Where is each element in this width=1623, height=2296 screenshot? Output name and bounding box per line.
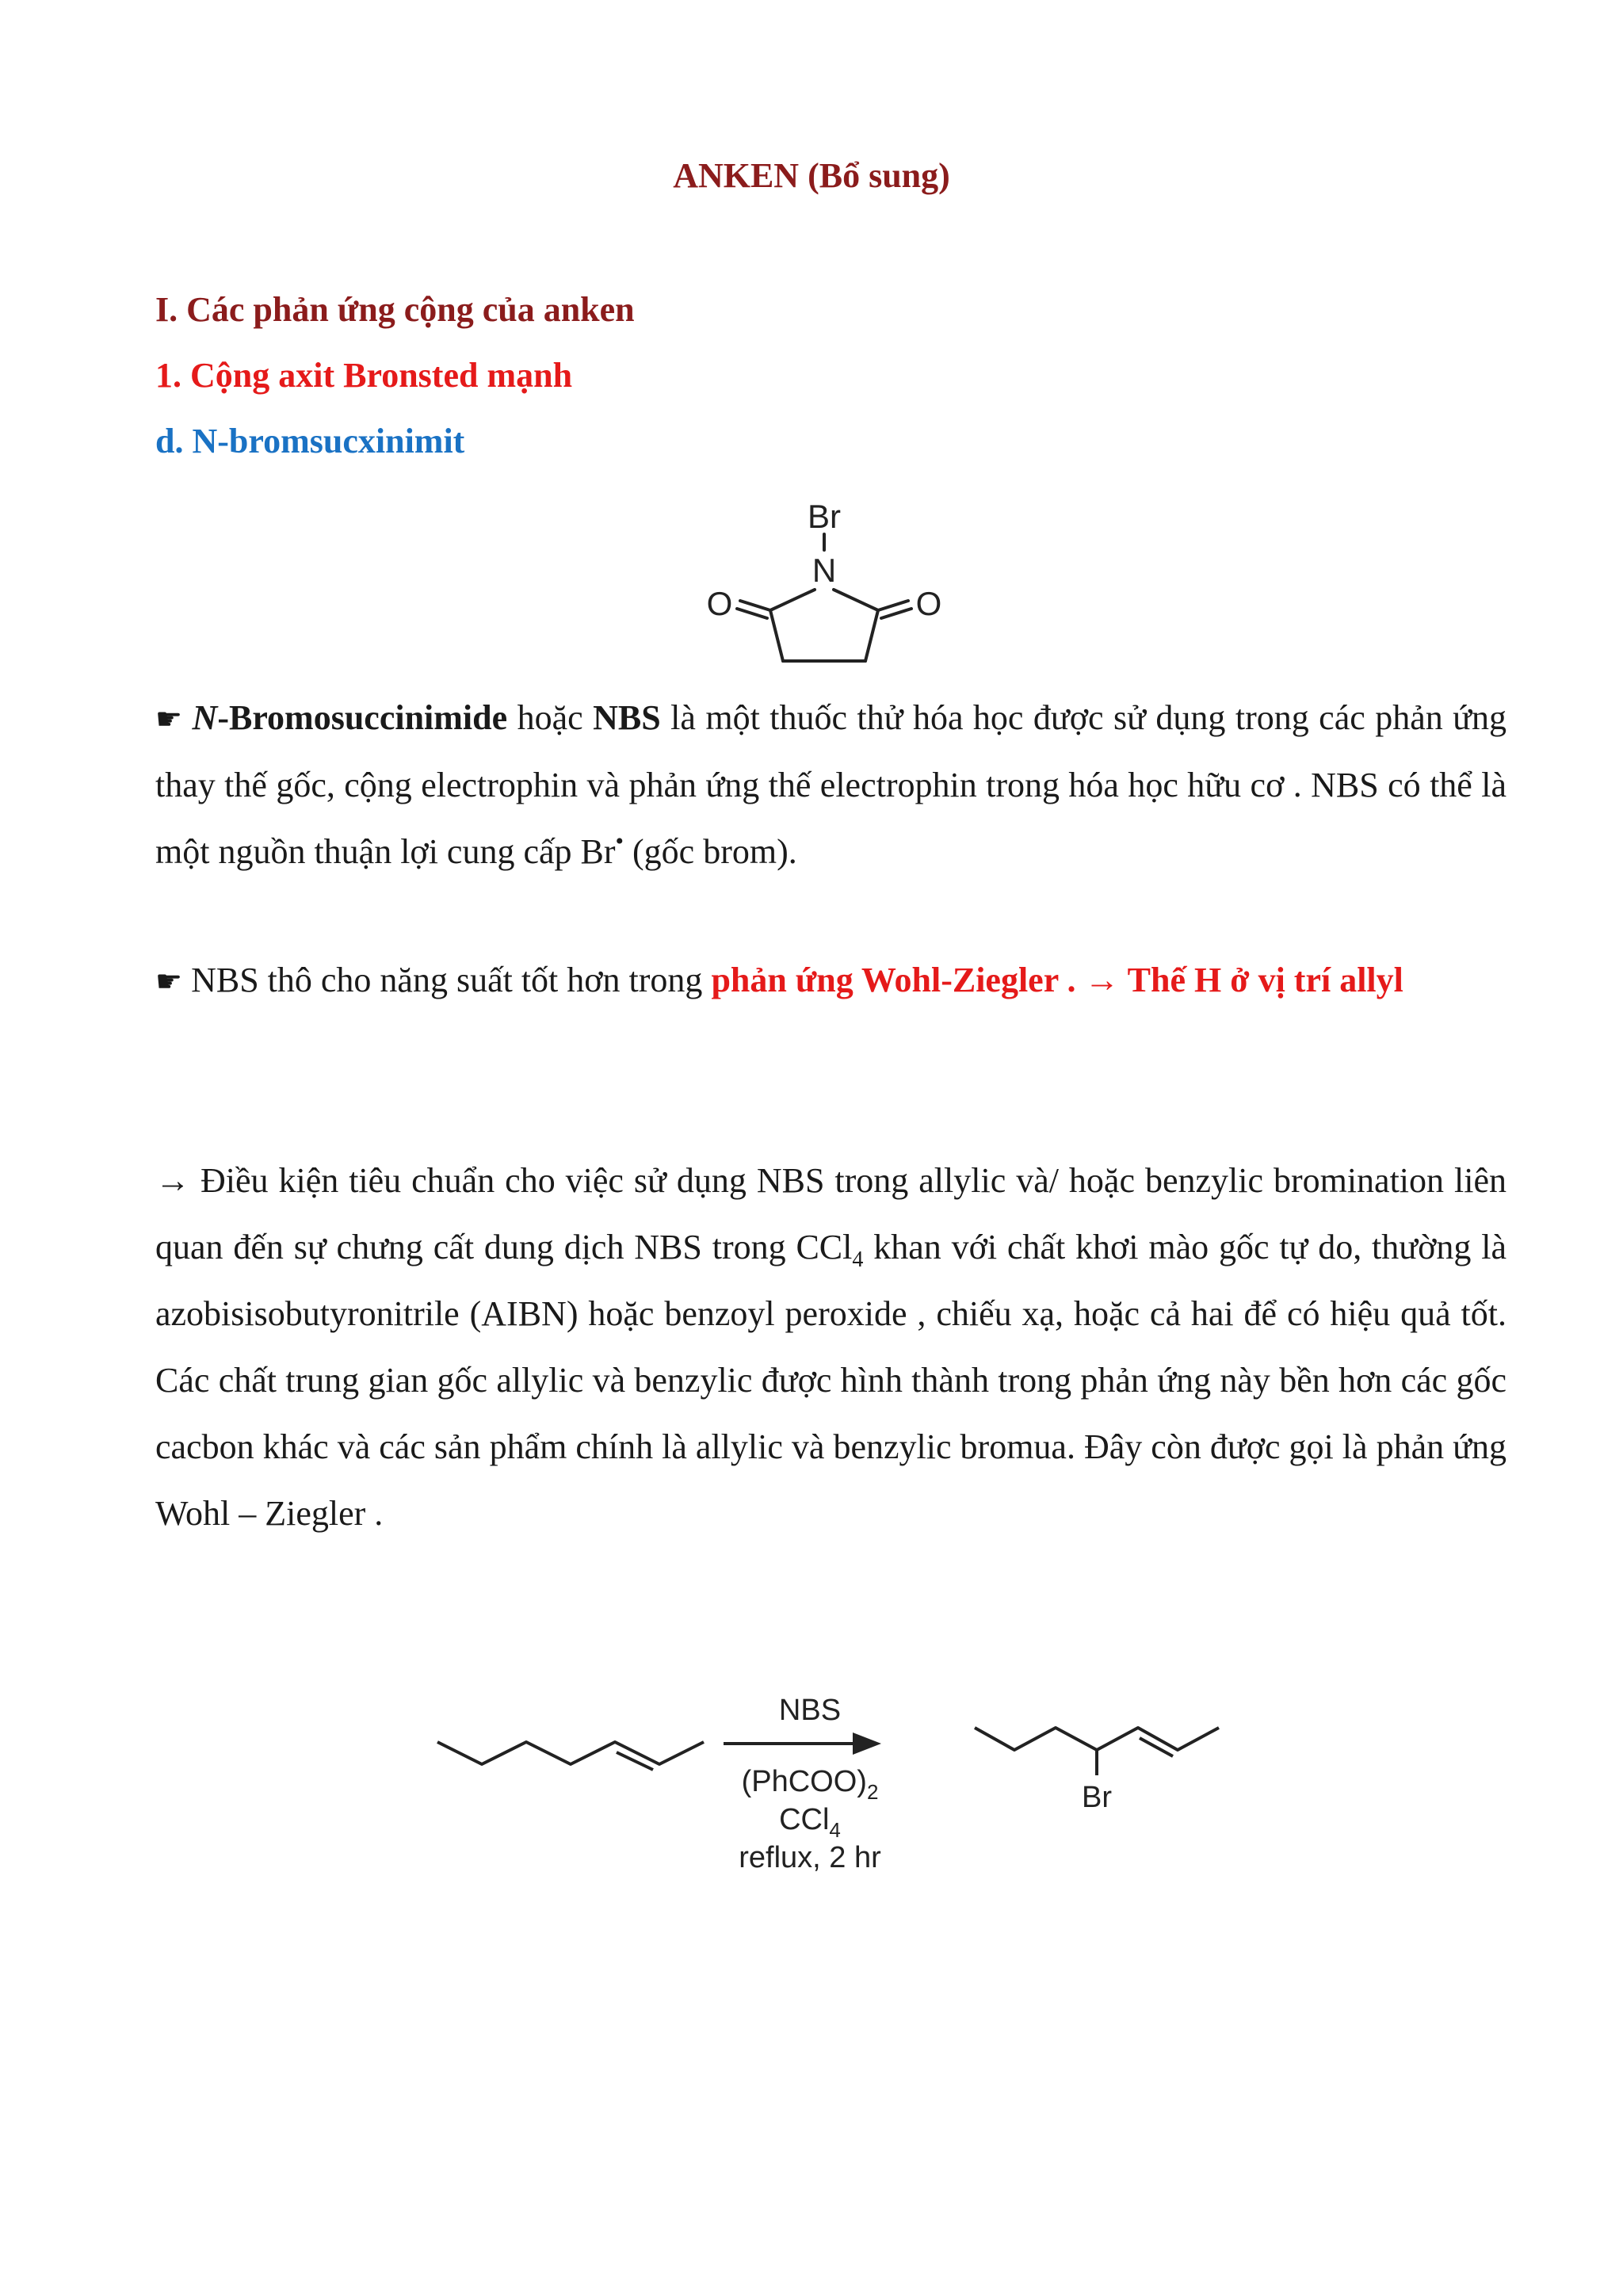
- page-title: ANKEN (Bổ sung): [673, 156, 950, 195]
- product-double-bond: [1140, 1738, 1173, 1756]
- co-right-bond-1: [878, 601, 908, 610]
- n-atom-label: N: [812, 552, 837, 589]
- bold-compound-name: -Bromosuccinimide: [217, 698, 508, 737]
- co-right-bond-2: [881, 609, 911, 618]
- text-span: là một thuốc thử hóa học được sử dụng trong các phản ứng thay thế gốc, cộng electrophin và phản ứng thế electrophin trong hóa học hữu cơ . NBS có thể là một nguồn thuận lợi cung cấp Br: [155, 698, 1507, 871]
- n-c-right-bond: [834, 590, 878, 610]
- paragraph-conditions: [155, 1148, 1507, 1547]
- radical-dot: •: [615, 828, 624, 854]
- reactant-skeleton: [437, 1742, 704, 1764]
- nbs-structure-svg: [682, 485, 967, 675]
- subsection-heading: 1. Cộng axit Bronsted mạnh: [155, 356, 573, 395]
- o-left-atom-label: O: [706, 585, 733, 622]
- product-skeleton: [975, 1728, 1219, 1750]
- reaction-scheme-svg: [428, 1680, 1236, 1886]
- highlighted-reaction-text: phản ứng Wohl-Ziegler . → Thế H ở vị trí allyl: [711, 961, 1403, 999]
- condition-initiator-main: (PhCOO): [741, 1765, 867, 1798]
- text-span: hoặc: [507, 698, 594, 737]
- ring-right-bond: [865, 610, 878, 661]
- text-span: khan với chất khơi mào gốc tự do, thường là azobisisobutyronitrile (AIBN) hoặc benzoyl peroxide , chiếu xạ, hoặc cả hai để có hiệu quả tốt. Các chất trung gian gốc allylic và benzylic được hình thành trong phản ứng này bền hơn các gốc cacbon khác và các sản phẩm chính là allylic và benzylic bromua. Đây còn được gọi là phản ứng Wohl – Ziegler .: [155, 1228, 1507, 1533]
- bold-nbs: NBS: [593, 698, 661, 737]
- n-c-left-bond: [770, 590, 815, 610]
- ring-left-bond: [770, 610, 783, 661]
- condition-initiator-sub: 2: [866, 1780, 879, 1804]
- text-span: (gốc brom).: [624, 832, 797, 871]
- nbs-structure-diagram: [682, 485, 967, 675]
- paragraph-nbs-definition: [155, 685, 1507, 889]
- condition-solvent-main: CCl: [779, 1803, 830, 1836]
- reaction-scheme-diagram: [428, 1680, 1236, 1886]
- product-br-label: Br: [1082, 1781, 1112, 1814]
- text-span: → Điều kiện tiêu chuẩn cho việc sử dụng NBS trong allylic và/ hoặc benzylic bromination liên quan đến sự chưng cất dung dịch NBS trong CCl: [155, 1161, 1507, 1266]
- co-left-bond-1: [740, 601, 770, 610]
- reaction-arrow-head: [853, 1733, 881, 1755]
- co-left-bond-2: [737, 609, 767, 618]
- reagent-label: NBS: [778, 1694, 842, 1727]
- italic-n: N: [192, 698, 218, 737]
- o-right-atom-label: O: [915, 585, 942, 622]
- condition-temperature: reflux, 2 hr: [739, 1841, 881, 1874]
- subscript: 4: [852, 1247, 864, 1272]
- condition-solvent: [779, 1803, 841, 1842]
- reactant-double-bond: [617, 1752, 653, 1770]
- br-atom-label: Br: [808, 498, 841, 535]
- section-heading: I. Các phản ứng cộng của anken: [155, 290, 635, 329]
- paragraph-wohl-ziegler: [155, 947, 1507, 1014]
- pointing-hand-icon: ☛: [155, 701, 183, 736]
- pointing-hand-icon: ☛: [155, 964, 183, 999]
- condition-initiator: [742, 1765, 879, 1804]
- condition-solvent-sub: 4: [829, 1818, 841, 1842]
- text-span: NBS thô cho năng suất tốt hơn trong: [182, 961, 712, 999]
- topic-heading: d. N-bromsucxinimit: [155, 422, 465, 460]
